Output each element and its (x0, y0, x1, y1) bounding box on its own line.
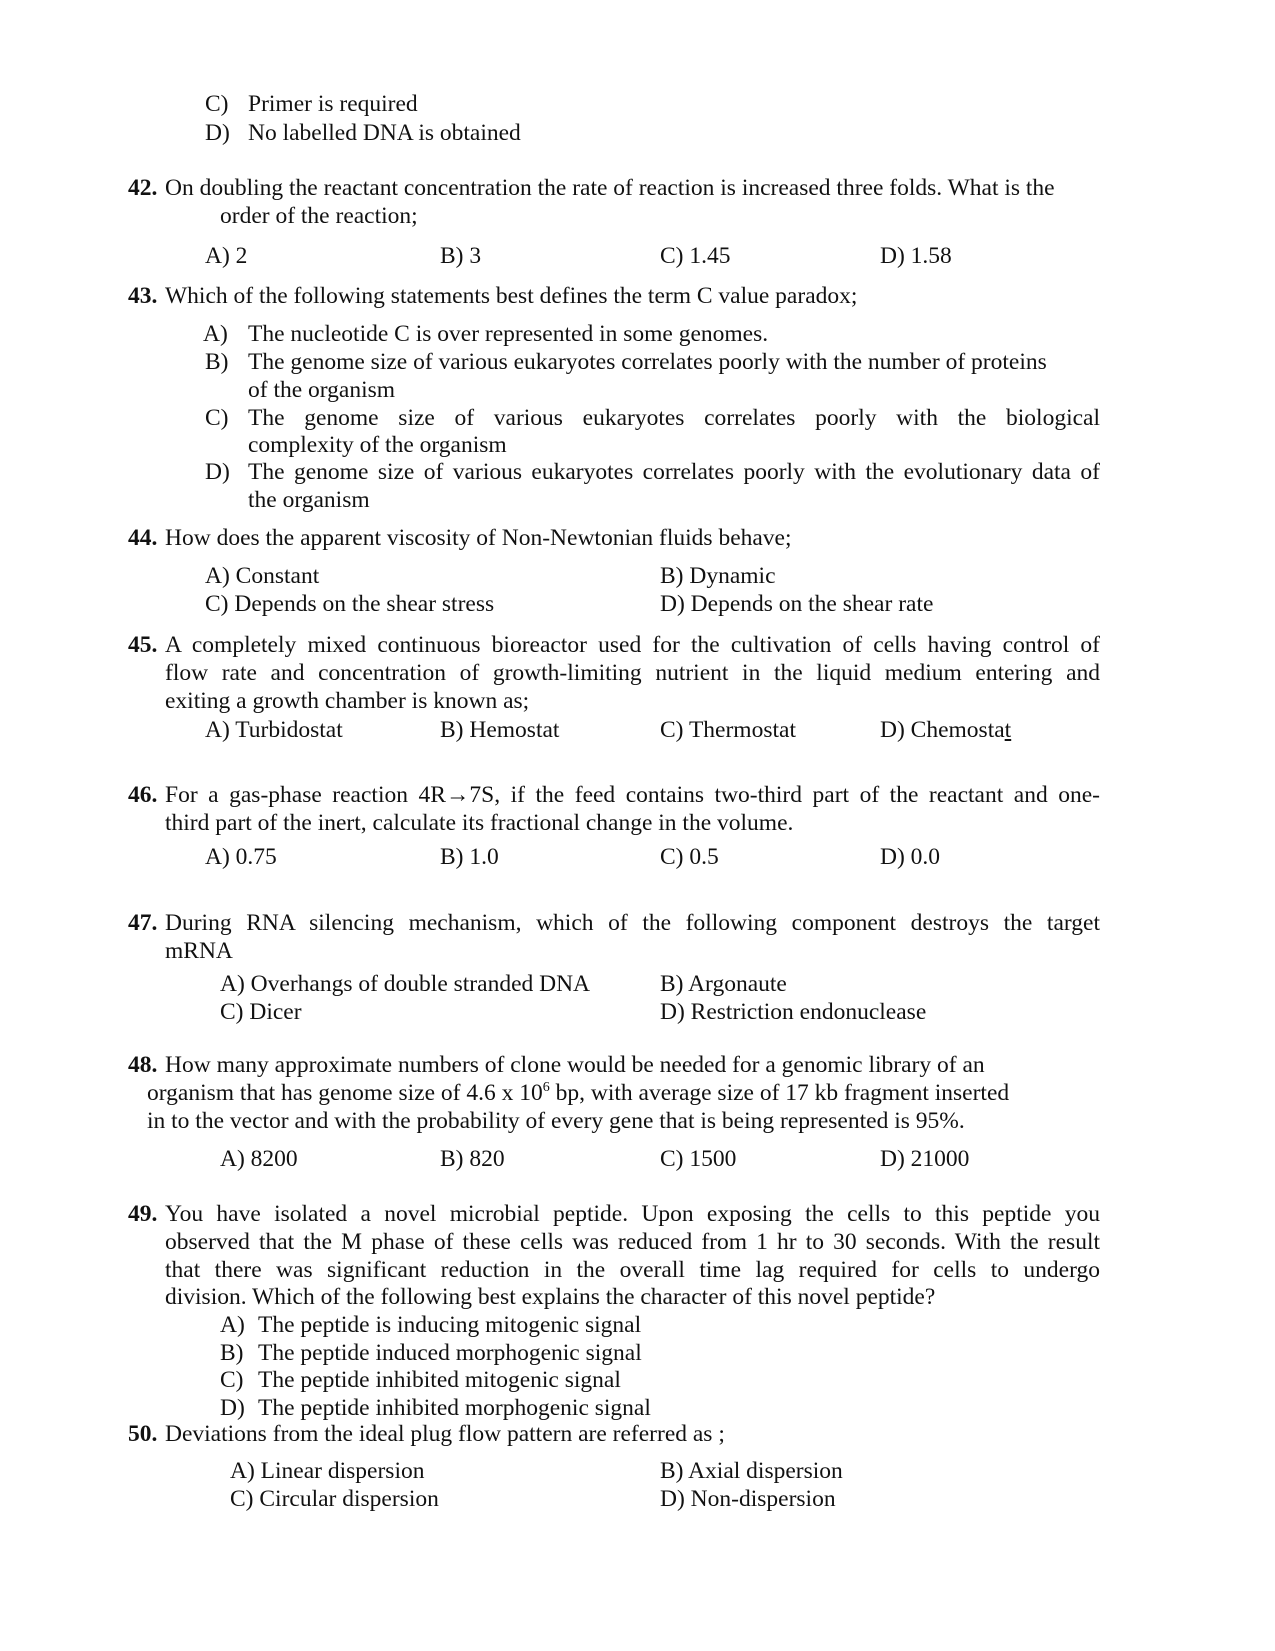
answer-option-b: B) 820 (440, 1146, 505, 1172)
question-text: Deviations from the ideal plug flow pattern are referred as ; (165, 1421, 725, 1447)
answer-option-c: C) 1500 (660, 1146, 737, 1172)
question-number: 46. (128, 782, 158, 808)
question-number: 45. (128, 632, 158, 658)
answer-option-d: D) 21000 (880, 1146, 970, 1172)
answer-option-c: C) 1.45 (660, 243, 731, 269)
answer-option-d-text: the organism (248, 487, 370, 513)
answer-option-d: D) Depends on the shear rate (660, 591, 934, 617)
question-text: flow rate and concentration of growth-limiting nutrient in the liquid medium entering and (165, 660, 1100, 686)
question-text: On doubling the reactant concentration the rate of reaction is increased three folds. What is the (165, 175, 1055, 201)
answer-option-b-text: The genome size of various eukaryotes correlates poorly with the number of proteins (248, 349, 1047, 375)
answer-option-b-label: B) (205, 349, 229, 375)
answer-option-d-text: The genome size of various eukaryotes correlates poorly with the evolutionary data of (248, 459, 1100, 485)
answer-option-d-text: D) Chemosta (880, 717, 1005, 743)
answer-option-a: A) 8200 (220, 1146, 298, 1172)
question-text-part: organism that has genome size of 4.6 x 10 (147, 1080, 543, 1106)
question-text: For a gas-phase reaction 4R→7S, if the feed contains two-third part of the reactant and one- (165, 782, 1100, 808)
answer-option-a: A) Constant (205, 563, 320, 589)
answer-option-d: D) Non-dispersion (660, 1486, 836, 1512)
question-text-part: bp, with average size of 17 kb fragment inserted (549, 1080, 1010, 1106)
question-text: order of the reaction; (220, 203, 418, 229)
answer-option-b-text: of the organism (248, 377, 396, 403)
answer-option-b: B) Axial dispersion (660, 1458, 843, 1484)
question-text: mRNA (165, 938, 233, 964)
q41-option-c-text: Primer is required (248, 91, 418, 117)
answer-option-d-underlined-char: t (1004, 717, 1012, 743)
answer-option-a: A) Turbidostat (205, 717, 343, 743)
answer-option-c-text: The peptide inhibited mitogenic signal (258, 1367, 621, 1393)
answer-option-c-text: The genome size of various eukaryotes correlates poorly with the biological (248, 405, 1100, 431)
answer-option-b-text: The peptide induced morphogenic signal (258, 1340, 642, 1366)
question-number: 47. (128, 910, 158, 936)
answer-option-a: A) 2 (205, 243, 248, 269)
answer-option-b: B) Argonaute (660, 971, 787, 997)
answer-option-a-text: The nucleotide C is over represented in some genomes. (248, 321, 769, 347)
question-text: You have isolated a novel microbial peptide. Upon exposing the cells to this peptide you (165, 1201, 1100, 1227)
q41-option-c-label: C) (205, 91, 229, 117)
answer-option-d (880, 716, 1011, 744)
question-text: in to the vector and with the probability of every gene that is being represented is 95%. (147, 1108, 965, 1134)
question-number: 48. (128, 1052, 158, 1078)
answer-option-d-text: The peptide inhibited morphogenic signal (258, 1395, 651, 1421)
answer-option-c: C) Depends on the shear stress (205, 591, 495, 617)
question-text: A completely mixed continuous bioreactor used for the cultivation of cells having control of (165, 632, 1100, 658)
q41-option-d-text: No labelled DNA is obtained (248, 120, 521, 146)
answer-option-d: D) Restriction endonuclease (660, 999, 927, 1025)
answer-option-a: A) 0.75 (205, 844, 277, 870)
answer-option-a-text: The peptide is inducing mitogenic signal (258, 1312, 642, 1338)
q41-option-d-label: D) (205, 120, 230, 146)
answer-option-d-label: D) (220, 1395, 245, 1421)
question-number: 43. (128, 283, 158, 309)
answer-option-b: B) Dynamic (660, 563, 776, 589)
answer-option-a-label: A) (220, 1312, 245, 1338)
answer-option-d-label: D) (205, 459, 230, 485)
answer-option-b: B) 3 (440, 243, 482, 269)
question-text: observed that the M phase of these cells was reduced from 1 hr to 30 seconds. With the result (165, 1229, 1100, 1255)
answer-option-c-label: C) (205, 405, 229, 431)
question-number: 44. (128, 525, 158, 551)
answer-option-b: B) Hemostat (440, 717, 560, 743)
question-text: How many approximate numbers of clone would be needed for a genomic library of an (165, 1052, 985, 1078)
question-text: division. Which of the following best explains the character of this novel peptide? (165, 1284, 936, 1310)
exponent: 6 (542, 1080, 550, 1096)
answer-option-b: B) 1.0 (440, 844, 499, 870)
question-number: 42. (128, 175, 158, 201)
answer-option-c-text: complexity of the organism (248, 432, 507, 458)
question-text: that there was significant reduction in the overall time lag required for cells to undergo (165, 1257, 1100, 1283)
answer-option-d: D) 0.0 (880, 844, 941, 870)
question-text (147, 1079, 1009, 1107)
question-text: exiting a growth chamber is known as; (165, 688, 530, 714)
question-number: 50. (128, 1421, 158, 1447)
question-text: During RNA silencing mechanism, which of the following component destroys the target (165, 910, 1100, 936)
question-text: Which of the following statements best defines the term C value paradox; (165, 283, 858, 309)
answer-option-a: A) Linear dispersion (230, 1458, 425, 1484)
answer-option-a-label: A) (203, 321, 228, 347)
question-number: 49. (128, 1201, 158, 1227)
answer-option-c-label: C) (220, 1367, 244, 1393)
answer-option-c: C) Circular dispersion (230, 1486, 439, 1512)
question-text: How does the apparent viscosity of Non-Newtonian fluids behave; (165, 525, 792, 551)
answer-option-d: D) 1.58 (880, 243, 952, 269)
answer-option-a: A) Overhangs of double stranded DNA (220, 971, 591, 997)
question-text: third part of the inert, calculate its fractional change in the volume. (165, 810, 794, 836)
answer-option-c: C) 0.5 (660, 844, 719, 870)
answer-option-c: C) Dicer (220, 999, 302, 1025)
answer-option-c: C) Thermostat (660, 717, 796, 743)
answer-option-b-label: B) (220, 1340, 244, 1366)
